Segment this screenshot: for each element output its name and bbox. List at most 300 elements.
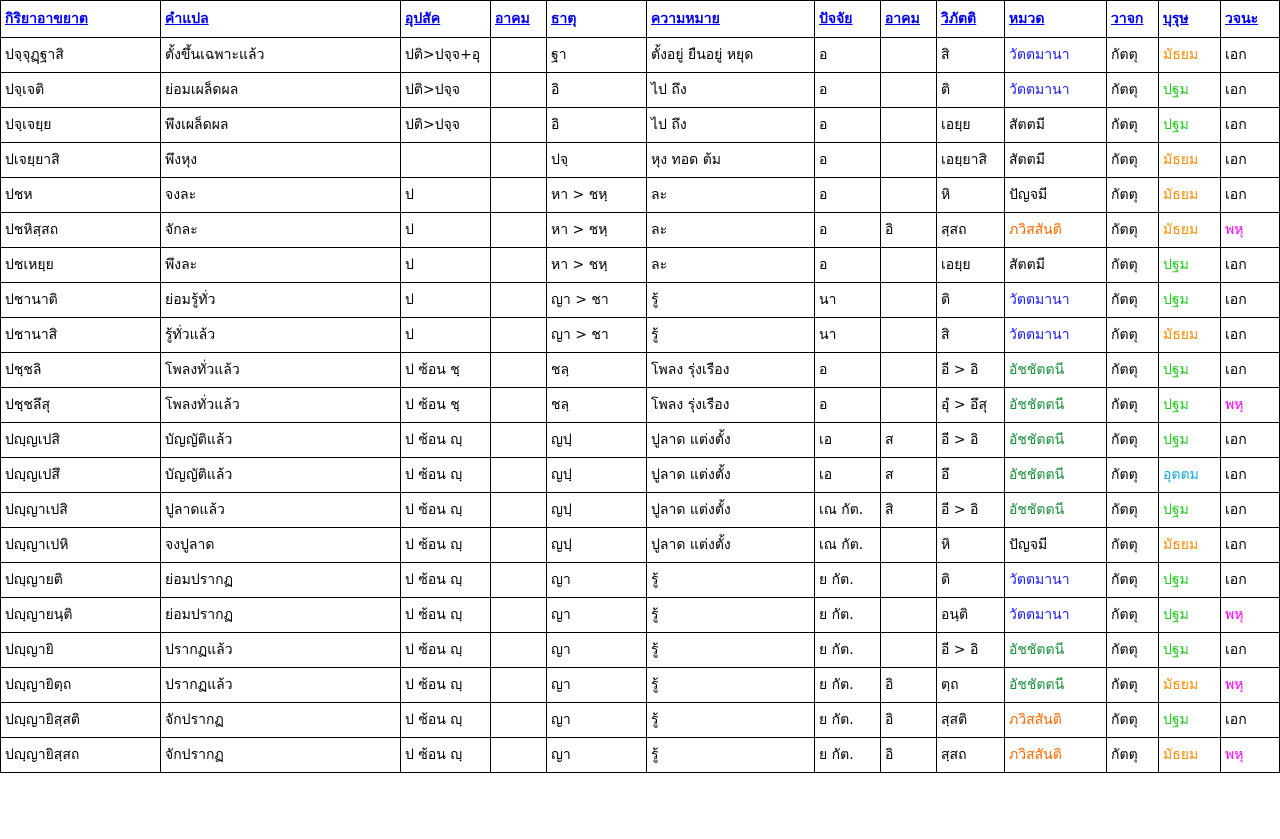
table-row xyxy=(1,353,1280,388)
cell-augment-2: ส xyxy=(881,458,937,493)
cell-root: ชลฺ xyxy=(547,353,647,388)
cell-person: ปฐม xyxy=(1159,703,1221,738)
cell-prefix: ปติ>ปจฺจ xyxy=(401,108,491,143)
header-group[interactable]: หมวด xyxy=(1005,1,1107,38)
cell-prefix: ป ซ้อน ญฺ xyxy=(401,703,491,738)
cell-translation: ตั้งขึ้นเฉพาะแล้ว xyxy=(161,38,401,73)
cell-augment-2: อิ xyxy=(881,213,937,248)
table-row xyxy=(1,213,1280,248)
cell-number: เอก xyxy=(1221,108,1280,143)
cell-root: ฐา xyxy=(547,38,647,73)
cell-augment-2 xyxy=(881,143,937,178)
cell-ending: ติ xyxy=(937,563,1005,598)
cell-augment-2: อิ xyxy=(881,738,937,773)
cell-person: ปฐม xyxy=(1159,73,1221,108)
table-row xyxy=(1,493,1280,528)
cell-translation: รู้ทั่วแล้ว xyxy=(161,318,401,353)
cell-root: ญปฺ xyxy=(547,493,647,528)
cell-group: สัตตมี xyxy=(1005,248,1107,283)
cell-number: เอก xyxy=(1221,283,1280,318)
table-row xyxy=(1,458,1280,493)
cell-translation: ย่อมเผล็ดผล xyxy=(161,73,401,108)
cell-prefix: ป ซ้อน ญฺ xyxy=(401,598,491,633)
cell-voice: กัตตุ xyxy=(1107,73,1159,108)
cell-ending: หิ xyxy=(937,528,1005,563)
cell-augment xyxy=(491,248,547,283)
cell-ending: เอยฺยาสิ xyxy=(937,143,1005,178)
cell-translation: พึงละ xyxy=(161,248,401,283)
cell-verb: ปชฺชลิ xyxy=(1,353,161,388)
cell-prefix: ป ซ้อน ญฺ xyxy=(401,493,491,528)
cell-suffix: ย กัต. xyxy=(815,633,881,668)
header-voice[interactable]: วาจก xyxy=(1107,1,1159,38)
cell-group: อัชชัตตนี xyxy=(1005,668,1107,703)
cell-person: ปฐม xyxy=(1159,388,1221,423)
cell-verb: ปเจยฺยาสิ xyxy=(1,143,161,178)
cell-group: อัชชัตตนี xyxy=(1005,388,1107,423)
cell-translation: จักปรากฏ xyxy=(161,703,401,738)
cell-translation: ย่อมปรากฏ xyxy=(161,563,401,598)
cell-verb: ปญฺญายิสฺสถ xyxy=(1,738,161,773)
cell-meaning: รู้ xyxy=(647,598,815,633)
cell-root: ญา xyxy=(547,703,647,738)
cell-augment-2 xyxy=(881,353,937,388)
table-row xyxy=(1,703,1280,738)
cell-augment xyxy=(491,388,547,423)
cell-number: พหุ xyxy=(1221,213,1280,248)
cell-meaning: ปูลาด แต่งตั้ง xyxy=(647,458,815,493)
cell-meaning: ตั้งอยู่ ยืนอยู่ หยุด xyxy=(647,38,815,73)
cell-group: ปัญจมี xyxy=(1005,528,1107,563)
cell-augment xyxy=(491,38,547,73)
cell-ending: อนฺติ xyxy=(937,598,1005,633)
cell-number: เอก xyxy=(1221,493,1280,528)
cell-root: ญา > ชา xyxy=(547,283,647,318)
cell-verb: ปจฺเจยฺย xyxy=(1,108,161,143)
cell-verb: ปญฺญาเปหิ xyxy=(1,528,161,563)
cell-group: อัชชัตตนี xyxy=(1005,633,1107,668)
cell-suffix: ย กัต. xyxy=(815,738,881,773)
table-row xyxy=(1,633,1280,668)
cell-meaning: รู้ xyxy=(647,563,815,598)
table-row xyxy=(1,108,1280,143)
cell-augment-2 xyxy=(881,388,937,423)
cell-verb: ปญฺญายิสฺสติ xyxy=(1,703,161,738)
cell-verb: ปจฺเจติ xyxy=(1,73,161,108)
cell-suffix: อ xyxy=(815,178,881,213)
cell-root: ญา xyxy=(547,563,647,598)
cell-voice: กัตตุ xyxy=(1107,283,1159,318)
cell-person: มัธยม xyxy=(1159,318,1221,353)
cell-augment xyxy=(491,493,547,528)
cell-person: ปฐม xyxy=(1159,283,1221,318)
cell-suffix: ย กัต. xyxy=(815,598,881,633)
cell-verb: ปญฺญาเปสิ xyxy=(1,493,161,528)
cell-meaning: รู้ xyxy=(647,283,815,318)
cell-translation: พึงหุง xyxy=(161,143,401,178)
cell-prefix: ป xyxy=(401,283,491,318)
cell-translation: ปรากฏแล้ว xyxy=(161,668,401,703)
table-row xyxy=(1,738,1280,773)
cell-voice: กัตตุ xyxy=(1107,493,1159,528)
cell-meaning: รู้ xyxy=(647,668,815,703)
table-row xyxy=(1,143,1280,178)
cell-verb: ปญฺญายิ xyxy=(1,633,161,668)
cell-root: หา > ชหฺ xyxy=(547,213,647,248)
cell-verb: ปชหิสฺสถ xyxy=(1,213,161,248)
cell-voice: กัตตุ xyxy=(1107,633,1159,668)
cell-ending: ติ xyxy=(937,283,1005,318)
cell-group: สัตตมี xyxy=(1005,143,1107,178)
cell-root: ชลฺ xyxy=(547,388,647,423)
cell-meaning: รู้ xyxy=(647,318,815,353)
cell-augment xyxy=(491,598,547,633)
cell-suffix: อ xyxy=(815,143,881,178)
cell-voice: กัตตุ xyxy=(1107,213,1159,248)
cell-number: เอก xyxy=(1221,353,1280,388)
cell-number: เอก xyxy=(1221,318,1280,353)
cell-suffix: นา xyxy=(815,318,881,353)
cell-meaning: ปูลาด แต่งตั้ง xyxy=(647,423,815,458)
cell-ending: หิ xyxy=(937,178,1005,213)
cell-voice: กัตตุ xyxy=(1107,388,1159,423)
table-row xyxy=(1,668,1280,703)
cell-number: เอก xyxy=(1221,703,1280,738)
cell-prefix: ป ซ้อน ชฺ xyxy=(401,388,491,423)
table-row xyxy=(1,283,1280,318)
cell-ending: อึ xyxy=(937,458,1005,493)
cell-suffix: ย กัต. xyxy=(815,563,881,598)
cell-augment-2: อิ xyxy=(881,703,937,738)
cell-augment xyxy=(491,213,547,248)
cell-augment-2 xyxy=(881,563,937,598)
cell-number: พหุ xyxy=(1221,598,1280,633)
cell-number: เอก xyxy=(1221,178,1280,213)
cell-translation: โพลงทั่วแล้ว xyxy=(161,353,401,388)
cell-verb: ปชฺชลึสุ xyxy=(1,388,161,423)
cell-person: มัธยม xyxy=(1159,38,1221,73)
cell-suffix: ย กัต. xyxy=(815,668,881,703)
cell-ending: เอยฺย xyxy=(937,248,1005,283)
cell-voice: กัตตุ xyxy=(1107,423,1159,458)
cell-group: ภวิสสันติ xyxy=(1005,703,1107,738)
cell-augment-2 xyxy=(881,283,937,318)
cell-translation: จงละ xyxy=(161,178,401,213)
cell-meaning: ไป ถึง xyxy=(647,108,815,143)
cell-meaning: ไป ถึง xyxy=(647,73,815,108)
cell-augment xyxy=(491,703,547,738)
cell-prefix: ป ซ้อน ชฺ xyxy=(401,353,491,388)
cell-person: ปฐม xyxy=(1159,563,1221,598)
cell-translation: พึงเผล็ดผล xyxy=(161,108,401,143)
cell-prefix: ป ซ้อน ญฺ xyxy=(401,458,491,493)
cell-translation: ย่อมปรากฏ xyxy=(161,598,401,633)
cell-ending: อี > อิ xyxy=(937,633,1005,668)
cell-augment xyxy=(491,738,547,773)
cell-ending: อี > อิ xyxy=(937,353,1005,388)
cell-translation: จักละ xyxy=(161,213,401,248)
cell-suffix: อ xyxy=(815,73,881,108)
cell-prefix: ป xyxy=(401,248,491,283)
cell-translation: บัญญัติแล้ว xyxy=(161,458,401,493)
cell-group: วัตตมานา xyxy=(1005,598,1107,633)
cell-augment xyxy=(491,458,547,493)
cell-suffix: อ xyxy=(815,388,881,423)
cell-root: อิ xyxy=(547,108,647,143)
cell-ending: ตฺถ xyxy=(937,668,1005,703)
cell-prefix: ป ซ้อน ญฺ xyxy=(401,423,491,458)
cell-augment-2 xyxy=(881,318,937,353)
cell-augment xyxy=(491,143,547,178)
cell-suffix: เอ xyxy=(815,423,881,458)
cell-root: ญปฺ xyxy=(547,458,647,493)
cell-verb: ปญฺญายนฺติ xyxy=(1,598,161,633)
cell-person: มัธยม xyxy=(1159,143,1221,178)
cell-number: เอก xyxy=(1221,563,1280,598)
cell-group: อัชชัตตนี xyxy=(1005,423,1107,458)
cell-prefix: ปติ>ปจฺจ xyxy=(401,73,491,108)
cell-number: เอก xyxy=(1221,143,1280,178)
cell-root: อิ xyxy=(547,73,647,108)
header-augment-2[interactable]: อาคม xyxy=(881,1,937,38)
cell-prefix xyxy=(401,143,491,178)
table-row xyxy=(1,38,1280,73)
cell-group: ภวิสสันติ xyxy=(1005,738,1107,773)
cell-number: เอก xyxy=(1221,423,1280,458)
cell-group: ปัญจมี xyxy=(1005,178,1107,213)
cell-suffix: เณ กัต. xyxy=(815,493,881,528)
cell-meaning: ละ xyxy=(647,213,815,248)
cell-augment-2 xyxy=(881,598,937,633)
cell-voice: กัตตุ xyxy=(1107,318,1159,353)
cell-meaning: โพลง รุ่งเรือง xyxy=(647,388,815,423)
cell-root: หา > ชหฺ xyxy=(547,248,647,283)
cell-prefix: ป ซ้อน ญฺ xyxy=(401,528,491,563)
cell-root: หา > ชหฺ xyxy=(547,178,647,213)
cell-verb: ปชานาติ xyxy=(1,283,161,318)
cell-augment-2: อิ xyxy=(881,668,937,703)
cell-suffix: อ xyxy=(815,38,881,73)
cell-ending: ติ xyxy=(937,73,1005,108)
cell-augment xyxy=(491,283,547,318)
cell-augment xyxy=(491,633,547,668)
cell-voice: กัตตุ xyxy=(1107,668,1159,703)
cell-group: วัตตมานา xyxy=(1005,73,1107,108)
cell-number: เอก xyxy=(1221,248,1280,283)
cell-person: ปฐม xyxy=(1159,633,1221,668)
cell-suffix: ย กัต. xyxy=(815,703,881,738)
cell-meaning: รู้ xyxy=(647,633,815,668)
cell-ending: สฺสติ xyxy=(937,703,1005,738)
cell-meaning: ละ xyxy=(647,248,815,283)
cell-voice: กัตตุ xyxy=(1107,528,1159,563)
cell-meaning: หุง ทอด ต้ม xyxy=(647,143,815,178)
cell-group: อัชชัตตนี xyxy=(1005,353,1107,388)
cell-augment xyxy=(491,528,547,563)
header-translation[interactable]: คำแปล xyxy=(161,1,401,38)
cell-augment-2 xyxy=(881,248,937,283)
cell-group: วัตตมานา xyxy=(1005,563,1107,598)
table-row xyxy=(1,318,1280,353)
header-number[interactable]: วจนะ xyxy=(1221,1,1280,38)
header-root[interactable]: ธาตุ xyxy=(547,1,647,38)
cell-root: ญา xyxy=(547,633,647,668)
cell-person: ปฐม xyxy=(1159,108,1221,143)
cell-translation: ย่อมรู้ทั่ว xyxy=(161,283,401,318)
cell-meaning: ปูลาด แต่งตั้ง xyxy=(647,528,815,563)
cell-voice: กัตตุ xyxy=(1107,563,1159,598)
cell-root: ญา xyxy=(547,598,647,633)
cell-person: ปฐม xyxy=(1159,493,1221,528)
cell-ending: อุํ > อึสุ xyxy=(937,388,1005,423)
cell-prefix: ป xyxy=(401,178,491,213)
cell-person: มัธยม xyxy=(1159,178,1221,213)
header-prefix[interactable]: อุปสัค xyxy=(401,1,491,38)
cell-voice: กัตตุ xyxy=(1107,353,1159,388)
cell-suffix: อ xyxy=(815,353,881,388)
cell-verb: ปชเหยฺย xyxy=(1,248,161,283)
cell-meaning: ปูลาด แต่งตั้ง xyxy=(647,493,815,528)
cell-number: พหุ xyxy=(1221,388,1280,423)
cell-voice: กัตตุ xyxy=(1107,178,1159,213)
cell-translation: โพลงทั่วแล้ว xyxy=(161,388,401,423)
cell-verb: ปญฺญายติ xyxy=(1,563,161,598)
cell-voice: กัตตุ xyxy=(1107,108,1159,143)
cell-augment xyxy=(491,563,547,598)
table-row xyxy=(1,388,1280,423)
cell-ending: อี > อิ xyxy=(937,423,1005,458)
cell-person: มัธยม xyxy=(1159,213,1221,248)
cell-translation: บัญญัติแล้ว xyxy=(161,423,401,458)
cell-group: ภวิสสันติ xyxy=(1005,213,1107,248)
cell-augment-2: สิ xyxy=(881,493,937,528)
cell-root: ญา xyxy=(547,738,647,773)
cell-number: เอก xyxy=(1221,633,1280,668)
cell-translation: ปูลาดแล้ว xyxy=(161,493,401,528)
cell-meaning: ละ xyxy=(647,178,815,213)
cell-root: ญปฺ xyxy=(547,528,647,563)
cell-augment-2 xyxy=(881,528,937,563)
cell-ending: อี > อิ xyxy=(937,493,1005,528)
cell-augment-2 xyxy=(881,178,937,213)
cell-ending: สิ xyxy=(937,38,1005,73)
cell-suffix: อ xyxy=(815,248,881,283)
cell-meaning: โพลง รุ่งเรือง xyxy=(647,353,815,388)
table-row xyxy=(1,598,1280,633)
cell-voice: กัตตุ xyxy=(1107,38,1159,73)
cell-number: เอก xyxy=(1221,73,1280,108)
cell-ending: สฺสถ xyxy=(937,213,1005,248)
header-ending[interactable]: วิภัตติ xyxy=(937,1,1005,38)
header-augment[interactable]: อาคม xyxy=(491,1,547,38)
cell-person: มัธยม xyxy=(1159,528,1221,563)
cell-prefix: ป ซ้อน ญฺ xyxy=(401,738,491,773)
cell-voice: กัตตุ xyxy=(1107,738,1159,773)
cell-suffix: อ xyxy=(815,213,881,248)
cell-number: เอก xyxy=(1221,38,1280,73)
cell-verb: ปจฺจุฏฺฐาสิ xyxy=(1,38,161,73)
cell-augment-2 xyxy=(881,108,937,143)
cell-ending: สิ xyxy=(937,318,1005,353)
header-verb[interactable]: กิริยาอาขยาต xyxy=(1,1,161,38)
cell-prefix: ป ซ้อน ญฺ xyxy=(401,563,491,598)
cell-voice: กัตตุ xyxy=(1107,703,1159,738)
cell-prefix: ป ซ้อน ญฺ xyxy=(401,633,491,668)
cell-root: ปจฺ xyxy=(547,143,647,178)
table-body xyxy=(1,38,1280,773)
cell-group: อัชชัตตนี xyxy=(1005,493,1107,528)
header-suffix[interactable]: ปัจจัย xyxy=(815,1,881,38)
cell-group: วัตตมานา xyxy=(1005,318,1107,353)
cell-augment xyxy=(491,178,547,213)
table-row xyxy=(1,73,1280,108)
header-row xyxy=(1,1,1280,38)
table-row xyxy=(1,423,1280,458)
cell-suffix: นา xyxy=(815,283,881,318)
cell-suffix: เณ กัต. xyxy=(815,528,881,563)
cell-voice: กัตตุ xyxy=(1107,458,1159,493)
cell-augment-2: ส xyxy=(881,423,937,458)
table-row xyxy=(1,178,1280,213)
cell-translation: จักปรากฏ xyxy=(161,738,401,773)
header-meaning[interactable]: ความหมาย xyxy=(647,1,815,38)
cell-number: เอก xyxy=(1221,528,1280,563)
cell-prefix: ป xyxy=(401,213,491,248)
cell-verb: ปญฺญเปสิ xyxy=(1,423,161,458)
cell-prefix: ปติ>ปจฺจ+อุ xyxy=(401,38,491,73)
cell-augment xyxy=(491,668,547,703)
cell-prefix: ป ซ้อน ญฺ xyxy=(401,668,491,703)
cell-number: พหุ xyxy=(1221,738,1280,773)
cell-person: มัธยม xyxy=(1159,668,1221,703)
cell-augment-2 xyxy=(881,633,937,668)
cell-verb: ปญฺญายิตฺถ xyxy=(1,668,161,703)
cell-ending: เอยฺย xyxy=(937,108,1005,143)
cell-root: ญา > ชา xyxy=(547,318,647,353)
table-row xyxy=(1,248,1280,283)
cell-person: อุตตม xyxy=(1159,458,1221,493)
cell-person: ปฐม xyxy=(1159,598,1221,633)
cell-person: ปฐม xyxy=(1159,353,1221,388)
cell-augment xyxy=(491,73,547,108)
cell-translation: ปรากฏแล้ว xyxy=(161,633,401,668)
cell-number: พหุ xyxy=(1221,668,1280,703)
cell-augment xyxy=(491,353,547,388)
cell-suffix: เอ xyxy=(815,458,881,493)
cell-group: อัชชัตตนี xyxy=(1005,458,1107,493)
cell-augment xyxy=(491,318,547,353)
cell-verb: ปชานาสิ xyxy=(1,318,161,353)
table-row xyxy=(1,528,1280,563)
cell-group: วัตตมานา xyxy=(1005,38,1107,73)
cell-verb: ปญฺญเปสึ xyxy=(1,458,161,493)
cell-augment xyxy=(491,108,547,143)
cell-verb: ปชห xyxy=(1,178,161,213)
cell-group: วัตตมานา xyxy=(1005,283,1107,318)
header-person[interactable]: บุรุษ xyxy=(1159,1,1221,38)
cell-meaning: รู้ xyxy=(647,703,815,738)
cell-voice: กัตตุ xyxy=(1107,143,1159,178)
cell-ending: สฺสถ xyxy=(937,738,1005,773)
cell-root: ญา xyxy=(547,668,647,703)
cell-augment xyxy=(491,423,547,458)
cell-augment-2 xyxy=(881,73,937,108)
cell-number: เอก xyxy=(1221,458,1280,493)
table-row xyxy=(1,563,1280,598)
cell-suffix: อ xyxy=(815,108,881,143)
cell-group: สัตตมี xyxy=(1005,108,1107,143)
cell-prefix: ป xyxy=(401,318,491,353)
